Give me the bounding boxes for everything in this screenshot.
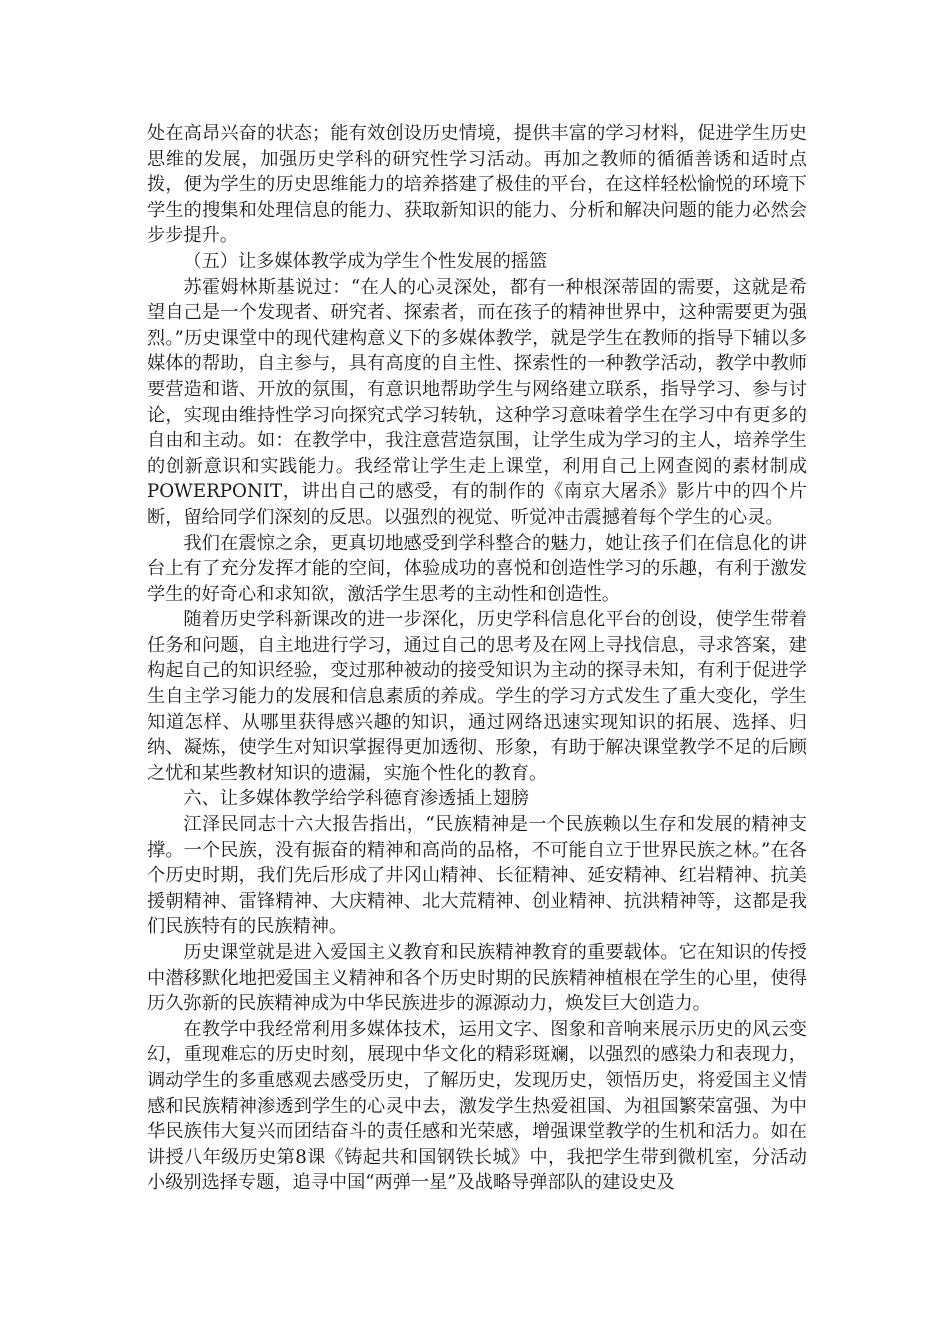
paragraph-multimedia-teaching: 在教学中我经常利用多媒体技术，运用文字、图象和音响来展示历史的风云变幻，重现难忘的历史时刻，展现中华文化的精彩斑斓，以强烈的感染力和表现力，调动学生的多重感观去感受历史，了解历史，发现历史，领悟历史，将爱国主义情感和民族精神渗透到学生的心灵中去，激发学生热爱祖国、为祖国繁荣富强、为中华民族伟大复兴而团结奋斗的责任感和光荣感，增强课堂教学的生机和活力。如在讲授八年级历史第8课《铸起共和国钢铁长城》中，我把学生带到微机室，分活动小级别选择专题，追寻中国“两弹一星”及战略导弹部队的建设史及 [147,1018,807,1194]
paragraph-sukhomlinsky-quote: 苏霍姆林斯基说过：“在人的心灵深处，都有一种根深蒂固的需要，这就是希望自己是一个发现者、研究者、探索者，而在孩子的精神世界中，这种需要更为强烈。”历史课堂中的现代建构意义下的多媒体教学，就是学生在教师的指导下辅以多媒体的帮助，自主参与，具有高度的自主性、探索性的一种教学活动，教学中教师要营造和谐、开放的氛围，有意识地帮助学生与网络建立联系，指导学习、参与讨论，实现由维持性学习向探究式学习转轨，这种学习意味着学生在学习中有更多的自由和主动。如：在教学中，我注意营造氛围，让学生成为学习的主人，培养学生的创新意识和实践能力。我经常让学生走上课堂，利用自己上网查阅的素材制成POWERPONIT，讲出自己的感受，有的制作的《南京大屠杀》影片中的四个片断，留给同学们深刻的反思。以强烈的视觉、听觉冲击震撼着每个学生的心灵。 [147,276,807,528]
paragraph-curriculum-reform: 随着历史学科新课改的进一步深化，历史学科信息化平台的创设，使学生带着任务和问题，自主地进行学习，通过自己的思考及在网上寻找信息，寻求答案，建构起自己的知识经验，变过那种被动的接受知识为主动的探寻未知，有利于促进学生自主学习能力的发展和信息素质的养成。学生的学习方式发生了重大变化，学生知道怎样、从哪里获得感兴趣的知识，通过网络迅速实现知识的拓展、选择、归纳、凝炼，使学生对知识掌握得更加透彻、形象，有助于解决课堂教学不足的后顾之忧和某些教材知识的遗漏，实施个性化的教育。 [147,609,807,784]
paragraph-history-classroom: 历史课堂就是进入爱国主义教育和民族精神教育的重要载体。它在知识的传授中潜移默化地把爱国主义精神和各个历史时期的民族精神植根在学生的心里，使得历久弥新的民族精神成为中华民族进步的源源动力，焕发巨大创造力。 [147,942,807,1015]
paragraph-continuation: 处在高昂兴奋的状态；能有效创设历史情境，提供丰富的学习材料，促进学生历史思维的发展，加强历史学科的研究性学习活动。再加之教师的循循善诱和适时点拨，便为学生的历史思维能力的培养搭建了极佳的平台，在这样轻松愉悦的环境下学生的搜集和处理信息的能力、获取新知识的能力、分析和解决问题的能力必然会步步提升。 [147,123,807,247]
document-body [147,121,807,1196]
paragraph-national-spirit: 江泽民同志十六大报告指出，“民族精神是一个民族赖以生存和发展的精神支撑。一个民族，没有振奋的精神和高尚的品格，不可能自立于世界民族之林。”在各个历史时期，我们先后形成了井冈山精神、长征精神、延安精神、红岩精神、抗美援朝精神、雷锋精神、大庆精神、北大荒精神、创业精神、抗洪精神等，这都是我们民族特有的民族精神。 [147,814,807,938]
section-heading-five: （五）让多媒体教学成为学生个性发展的摇篮 [183,250,548,272]
paragraph-subject-integration: 我们在震惊之余，更真切地感受到学科整合的魅力，她让孩子们在信息化的讲台上有了充分发挥才能的空间，体验成功的喜悦和创造性学习的乐趣，有利于激发学生的好奇心和求知欲，激活学生思考的主动性和创造性。 [147,532,807,605]
section-heading-six: 六、让多媒体教学给学科德育渗透插上翅膀 [183,788,529,810]
